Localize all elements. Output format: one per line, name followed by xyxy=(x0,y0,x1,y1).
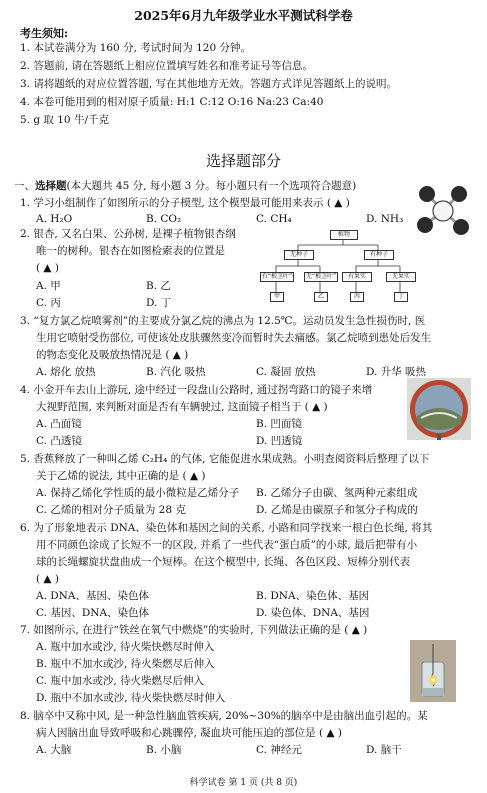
q5-option-a[interactable]: A. 保持乙烯化学性质的最小微粒是乙烯分子 xyxy=(36,487,240,499)
iron-burning-photo xyxy=(410,640,456,702)
notice-item: 1. 本试卷满分为 160 分, 考试时间为 120 分钟。 xyxy=(20,42,251,54)
page-footer: 科学试卷 第 1 页 (共 8 页) xyxy=(189,778,298,788)
q5-option-b[interactable]: B. 乙烯分子由碳、氢两种元素组成 xyxy=(256,487,418,499)
q6-option-a[interactable]: A. DNA、基因、染色体 xyxy=(36,590,149,602)
q4-option-d[interactable]: D. 凹透镜 xyxy=(256,435,303,447)
notice-heading: 考生须知: xyxy=(20,27,69,40)
exam-title: 2025年6月九年级学业水平测试科学卷 xyxy=(134,8,353,23)
q6-option-c[interactable]: C. 基因、DNA、染色体 xyxy=(36,607,150,619)
q6-option-d[interactable]: D. 染色体、DNA、基因 xyxy=(256,607,370,619)
q1-option-a[interactable]: A. H₂O xyxy=(36,213,73,225)
question-8-line1: 8. 脑卒中又称中风, 是一种急性脑血管疾病, 20%~30%的脑卒中是由脑出血引起的。某 xyxy=(20,710,428,722)
notice-item: 4. 本卷可能用到的相对原子质量: H:1 C:12 O:16 Na:23 Ca:40 xyxy=(20,96,324,108)
section-intro-bold: 选择题 xyxy=(35,180,67,192)
q5-option-d[interactable]: D. 乙烯是由碳原子和氢分子构成的 xyxy=(256,504,418,516)
key-node-seed: 有种子 xyxy=(364,250,394,260)
q7-option-b[interactable]: B. 瓶中不加水或沙, 待火柴燃尽后伸入 xyxy=(36,658,215,670)
key-node-no-fruit: 无果实 xyxy=(386,272,416,282)
question-5-line2: 关于乙烯的说法, 其中正确的是 ( ▲ ) xyxy=(36,470,206,482)
key-leaf-bing: 丙 xyxy=(350,292,364,302)
section-title: 选择题部分 xyxy=(205,152,281,170)
q5-option-c[interactable]: C. 乙烯的相对分子质量为 28 克 xyxy=(36,504,186,516)
q4-option-b[interactable]: B. 凹面镜 xyxy=(256,418,302,430)
question-2-line1: 2. 银杏, 又名白果、公孙树, 是裸子植物银杏纲 xyxy=(20,228,236,240)
key-node-no-roots: 无“根茎叶” xyxy=(305,273,337,280)
q2-option-d[interactable]: D. 丁 xyxy=(146,297,172,309)
convex-mirror-photo xyxy=(407,378,471,440)
q7-option-c[interactable]: C. 瓶中加水或沙, 待火柴燃尽后伸入 xyxy=(36,675,205,687)
q8-option-d[interactable]: D. 脑干 xyxy=(366,744,402,756)
q3-option-a[interactable]: A. 熔化 放热 xyxy=(36,366,96,378)
question-6-line3: 球的长绳螺旋状盘曲成一个短棒。在这个模型中, 长绳、各色区段、短棒分别代表 xyxy=(36,556,411,568)
q7-option-d[interactable]: D. 瓶中不加水或沙, 待火柴快燃尽时伸入 xyxy=(36,692,226,704)
q3-option-b[interactable]: B. 汽化 吸热 xyxy=(146,366,206,378)
q8-option-a[interactable]: A. 大脑 xyxy=(36,744,72,756)
notice-item: 5. g 取 10 牛/千克 xyxy=(20,114,109,126)
question-6-line4: ( ▲ ) xyxy=(36,573,59,585)
q6-option-b[interactable]: B. DNA、染色体、基因 xyxy=(256,590,370,602)
q1-option-b[interactable]: B. CO₂ xyxy=(146,213,182,225)
question-3-line2: 生用它喷射受伤部位, 可使该处皮肤骤然变冷而暂时失去痛感。氯乙烷喷到患处后发生 xyxy=(36,332,432,344)
question-1: 1. 学习小组制作了如图所示的分子模型, 这个模型最可能用来表示 ( ▲ ) xyxy=(20,197,350,209)
notice-item: 2. 答题前, 请在答题纸上相应位置填写姓名和准考证号等信息。 xyxy=(20,60,314,72)
question-2-line3: ( ▲ ) xyxy=(36,262,59,274)
q8-option-b[interactable]: B. 小脑 xyxy=(146,744,182,756)
question-2-line2: 唯一的树种。银杏在如图检索表的位置是 xyxy=(36,245,225,257)
q7-option-a[interactable]: A. 瓶中加水或沙, 待火柴快燃尽时伸入 xyxy=(36,641,215,653)
q1-option-d[interactable]: D. NH₃ xyxy=(366,213,404,225)
q4-option-c[interactable]: C. 凸透镜 xyxy=(36,435,82,447)
key-leaf-yi: 乙 xyxy=(314,292,328,302)
key-root: 植物 xyxy=(330,230,358,240)
q2-option-b[interactable]: B. 乙 xyxy=(146,280,171,292)
question-5-line1: 5. 香蕉释放了一种叫乙烯 C₂H₄ 的气体, 它能促进水果成熟。小明查阅资料后整理了以下 xyxy=(20,453,430,465)
q4-option-a[interactable]: A. 凸面镜 xyxy=(36,418,82,430)
q1-option-c[interactable]: C. CH₄ xyxy=(256,213,292,225)
question-4-line2: 大视野范围, 来判断对面是否有车辆驶过, 这面镜子相当于 ( ▲ ) xyxy=(36,401,328,413)
q3-option-d[interactable]: D. 升华 吸热 xyxy=(366,366,427,378)
key-node-fruit: 有果实 xyxy=(342,272,372,282)
question-6-line1: 6. 为了形象地表示 DNA、染色体和基因之间的关系, 小路和同学找来一根白色长绳, 将其 xyxy=(20,522,433,534)
q3-option-c[interactable]: C. 凝固 放热 xyxy=(256,366,316,378)
question-3-line3: 的物态变化及吸放热情况是 ( ▲ ) xyxy=(36,349,189,361)
key-leaf-ding: 丁 xyxy=(394,292,408,302)
q2-option-a[interactable]: A. 甲 xyxy=(36,280,61,292)
key-leaf-jia: 甲 xyxy=(270,292,284,302)
question-3-line1: 3. “复方氯乙烷喷雾剂”的主要成分氯乙烷的沸点为 12.5℃。运动员发生急性损伤时, 医 xyxy=(20,315,426,327)
key-node-no-seed: 无种子 xyxy=(284,250,314,260)
question-4-line1: 4. 小金开车去山上游玩, 途中经过一段盘山公路时, 通过拐弯路口的镜子来增 xyxy=(20,384,373,396)
question-7: 7. 如图所示, 在进行“铁丝在氧气中燃烧”的实验时, 下列做法正确的是 ( ▲ ) xyxy=(20,624,368,636)
question-6-line2: 用不同颜色涂成了长短不一的区段, 并系了一些代表“蛋白质”的小球, 最后把带有小 xyxy=(36,539,418,551)
q8-option-c[interactable]: C. 神经元 xyxy=(256,744,302,756)
plant-key-figure xyxy=(258,228,428,308)
question-8-line2: 病人因脑出血导致呼吸和心跳骤停, 凝血块可能压迫的部位是 ( ▲ ) xyxy=(36,727,342,739)
key-node-roots: 有“根茎叶” xyxy=(261,273,293,280)
notice-item: 3. 请将题纸的对应位置答题, 写在其他地方无效。答题方式详见答题纸上的说明。 xyxy=(20,78,398,90)
q2-option-c[interactable]: C. 丙 xyxy=(36,297,61,309)
section-intro: 一、选择题(本大题共 45 分, 每小题 3 分。每小题只有一个选项符合题意) xyxy=(14,180,357,192)
